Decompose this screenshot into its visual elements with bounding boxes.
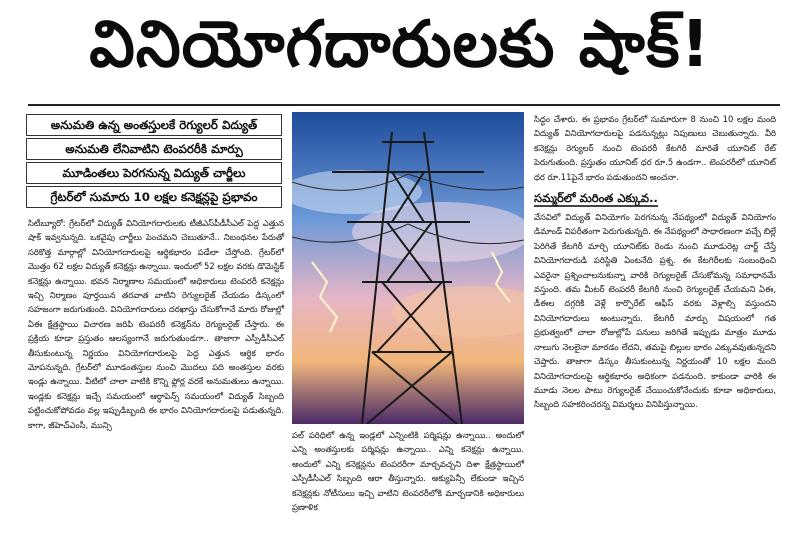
body-mid-text: పల్ పరిధిలో ఉన్న ఇండ్లలో ఎన్నింటికి పర్మిషన్లు ఉన్నాయి.. అందులో ఎన్ని అంతస్తులకు పర్మిషన్లు ఉన్నాయి.. ఎన్ని కనెక్షన్లు ఉన్నాయి. అందులో ఎన్ని కనెక్షన్లను టెంపరరీగా మార్చవచ్చని దిశా క్షేత్రస్థాయిలో ఎస్పీడీసీఎల్ సిబ్బంది ఆరా తీస్తున్నారు. అక్యుపెన్సీ లేకుండా ఇచ్చిన కనెక్షన్లకు నోటీసులు ఇచ్చి వాటిని టెంపరరీలోకి మార్చడానికి అధికారులు ప్రణాళిక (292, 430, 524, 513)
deck-4: గ్రేటర్‌లో సుమారు 10 లక్షల కనెక్షన్లపై ప్రభావం (26, 186, 282, 208)
article-column-left (28, 216, 284, 432)
sub-decks (26, 110, 282, 208)
deck-1: అనుమతి ఉన్న అంతస్తులకే రెగ్యులర్ విద్యుత్ (26, 114, 282, 136)
body-right-text-1: సిద్ధం చేశారు. ఈ ప్రభావం గ్రేటర్‌లో సుమారుగా 8 నుంచి 10 లక్షల మంది విద్యుత్ వినియోగదారులపై పడనున్నట్లు నిపుణులు చెబుతున్నారు. వీరి కనెక్షన్లు రెగ్యులర్ నుంచి టెంపరరీ కేటగిరీ మారితే యూనిట్ రేట్ పెరుగుతుంది. ప్రస్తుతం యూనిట్ ధర రూ.5 ఉండగా.. టెంపరరీలో యూనిట్ ధర రూ.11పైనే భారం పడుతుందని అంచనా. (534, 114, 776, 182)
headline-text: వినియోగదారులకు షాక్! (89, 7, 711, 82)
section-heading (534, 190, 776, 206)
article-column-middle (292, 428, 524, 514)
headline (0, 0, 800, 104)
body-right-text-2: వేసవిలో విద్యుత్ వినియోగం పెరగనున్న నేపథ్యంలో విద్యుత్ వినియోగం డిమాండ్ విపరీతంగా పెరుగుతున్నది. ఈ నేపథ్యంలో సాధారణంగా వచ్చే బిల్లే పెరిగితే కేటగిరీ మార్చి యూనిట్‌కు రెండు నుంచి మూడురెట్ల చార్జ్ చేస్తే వినియోగదారుడి పరిస్థితి ఏంటనేది ప్రశ్న. ఈ కేటగిరీలకు సంబంధించి ఎవరైనా ప్రశ్నించాలనుకున్నా వారికి రెగ్యులరైజ్ చేసుకోమన్న సమాధానమే వస్తుంది. తమ మీటర్ టెంపరరీ కేటగిరీ నుంచి రెగ్యులరైజ్ చేయమని ఏఈ, డీఈల దగ్గరికి వెళ్లే కార్పొరేట్ ఆఫీస్ వరకు వెళ్లాల్సి వస్తుందని వినియోగదారులు అంటున్నారు. కేటగిరీ మార్పు విషయంలో గత ప్రభుత్వంలో చాలా రోజుల్లోపే పనులు జరిగితే ఇప్పుడు మాత్రం మూడు నాలుగు నెలలైనా మారడం లేదని, తమపై బిల్లుల భారం ఎక్కువవుతున్నదని చెప్తారు. తాజాగా డిస్కం తీసుకుంటున్న నిర్ణయంతో 10 లక్షల మంది వినియోగదారులపై ఆర్థికభారం అధికంగా పడనుంది. కాకుండా వారికి ఈ మూడు నెలల పాటు రెగ్యులరైజ్ చేయించుకోనేందుకు కూడా అధికారులు, సిబ్బంది సహకరించరన్న విమర్శలు వినిపిస్తున్నాయి. (534, 212, 776, 410)
section-heading-text: సమ్మర్‌లో మరింత ఎక్కువ.. (534, 191, 658, 206)
headline-divider (28, 104, 780, 106)
power-tower-photo (292, 112, 524, 424)
body-left-text: సిటీబ్యూరో: గ్రేటర్‌లో విద్యుత్ వినియోగదారులకు టీజీఎస్‌పీడీసీఎల్ పెద్ద ఎత్తున షాక్ ఇవ్వనున్నది. ఒకవైపు చార్జీలు పెంచమని చెబుతూనే.. నిబంధనల పేరుతో సరికొత్త మార్గాల్లో వినియోగదారులపై ఆర్థికభారం పడేలా చేస్తోంది. గ్రేటర్‌లో మొత్తం 62 లక్షల విద్యుత్ కనెక్షన్లు ఉన్నాయి. ఇందులో 52 లక్షల వరకు డొమెస్టిక్ కనెక్షన్లు ఉన్నాయి. భవన నిర్మాణాల సమయంలో అధికారులు టెంపరరీ కనెక్షన్లు ఇచ్చి నిర్మాణం పూర్తయిన తరవాత వాటిని రెగ్యులరైజ్ చేయడం డిస్కంలో సహజంగా జరుగుతుంది. వినియోగదారులు దరఖాస్తు చేసుకోగానే మారు రోజుల్లో ఏఈ క్షేత్రస్థాయి విచారణ జరిపి టెంపరరీ కనెక్షన్‌ను రెగ్యులరైజ్ చేస్తారు. ఈ ప్రక్రియ కూడా ప్రస్తుతం ఆలస్యంగానే జరుగుతుండగా.. తాజాగా ఎస్పీడీసీఎల్ తీసుకుంటున్న నిర్ణయం వినియోగదారులపై పెద్ద ఎత్తున ఆర్థిక భారం మోపనున్నది. గ్రేటర్‌లో మూడంతస్తుల నుంచి మొదలు పది అంతస్తుల వరకు ఇండ్లు ఉన్నాయి. వీటిలో చాలా వాటికి కొన్ని ఫ్లోర్ల వరకే అనుమతులు ఉన్నాయి. ఇండ్లకు కనెక్షన్లు ఇచ్చే సమయంలో ఆర్ధాపెన్స్ సమయంలో విద్యుత్ సిబ్బంది పట్టించుకోపోవడం వల్ల ఇప్పుడిబ్బంది ఈ భారం వినియోగదారులపై పడుతున్నది. కాగా, జీహెచ్‌ఎంసీ, మున్సి (28, 218, 284, 430)
deck-3: మూడింతలు పెరగనున్న విద్యుత్ చార్జీలు (26, 162, 282, 184)
article-column-right (534, 112, 776, 412)
deck-2: అనుమతి లేనివాటిని టెంపరరీకి మార్పు (26, 138, 282, 160)
transmission-tower-illustration (292, 112, 524, 424)
